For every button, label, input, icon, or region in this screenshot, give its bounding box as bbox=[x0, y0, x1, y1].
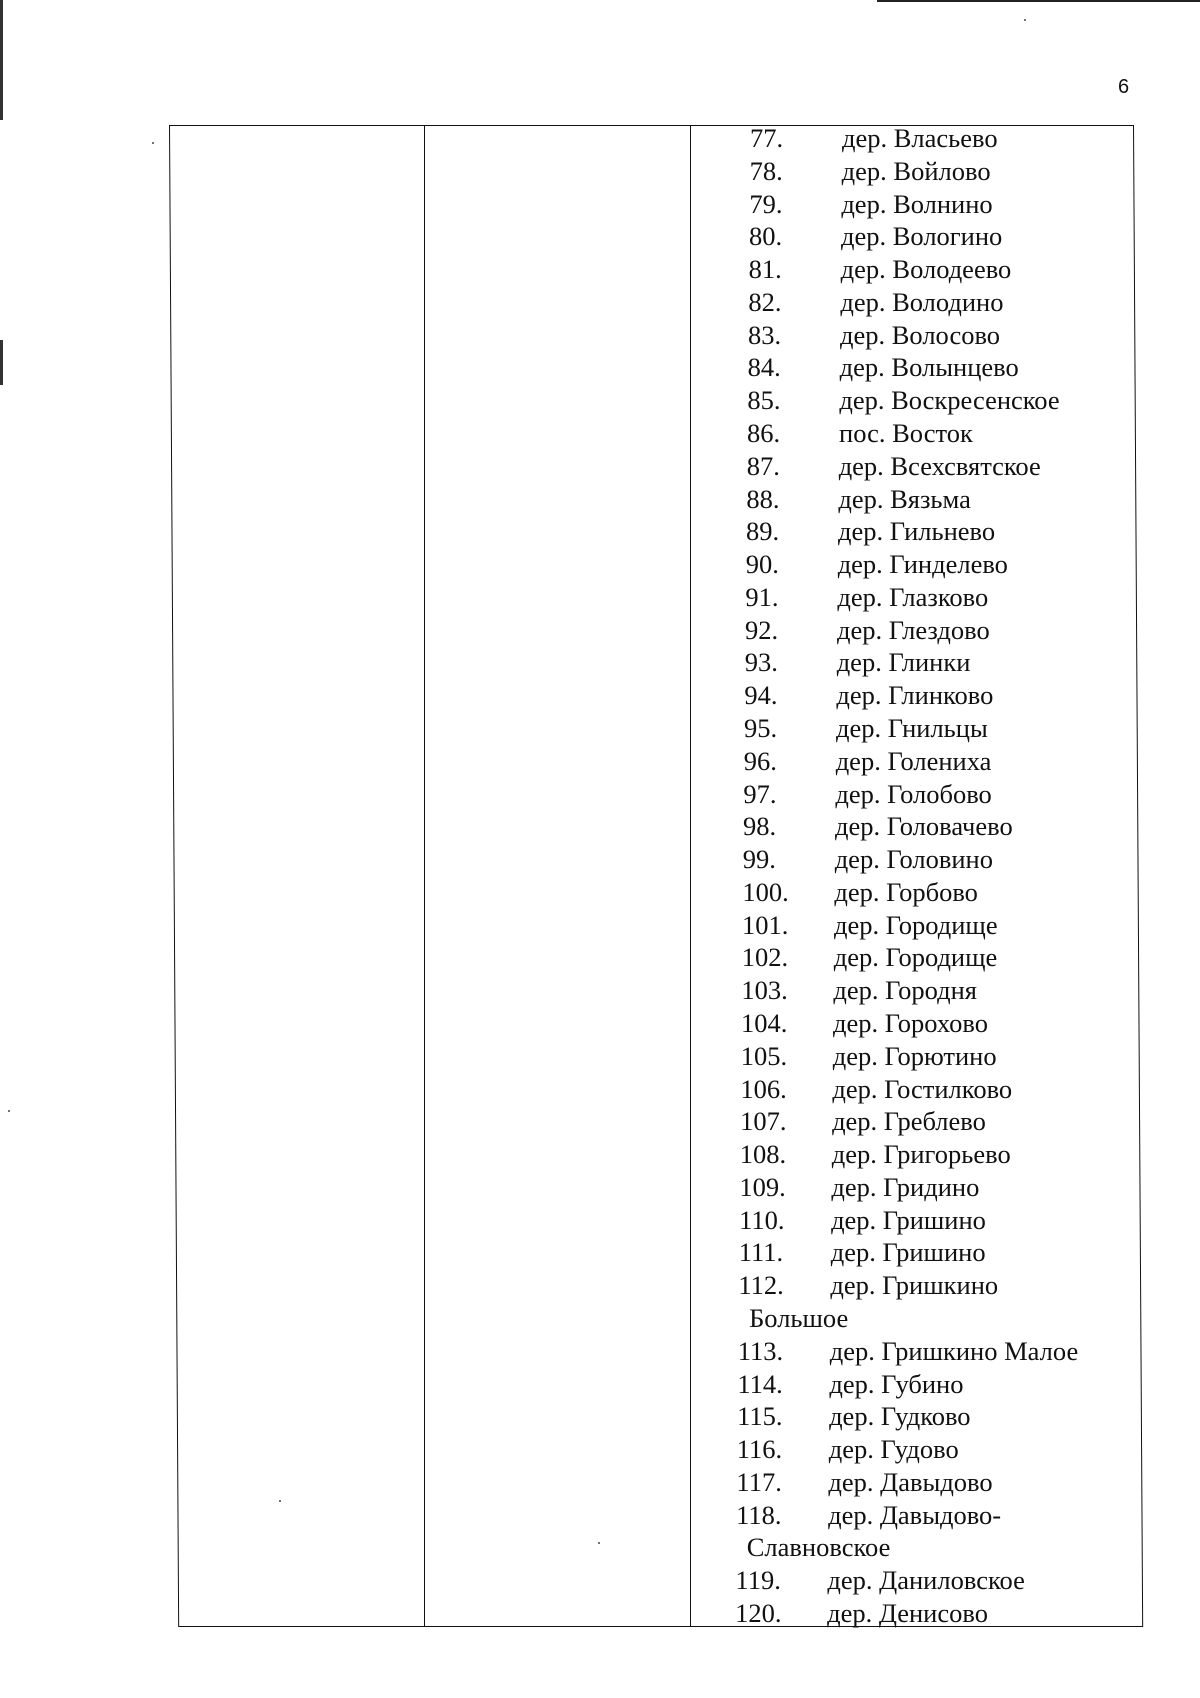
entry-name: дер. Гришино bbox=[830, 1237, 986, 1268]
entry-number: 85. bbox=[747, 385, 781, 416]
entry-name: дер. Гришино bbox=[831, 1204, 986, 1235]
scan-speck bbox=[279, 1500, 281, 1502]
entry-name: дер. Городище bbox=[833, 942, 998, 973]
entry-name: дер. Горбово bbox=[834, 876, 978, 907]
entry-number: 91. bbox=[745, 581, 779, 612]
entry-number: 94. bbox=[744, 680, 778, 711]
entry-name: дер. Гудово bbox=[828, 1434, 959, 1465]
entry-number: 78. bbox=[749, 155, 783, 186]
table-column-divider bbox=[690, 125, 691, 1627]
entry-number: 98. bbox=[743, 811, 777, 842]
entry-number: 82. bbox=[748, 286, 782, 317]
entry-number: 86. bbox=[747, 418, 781, 448]
entry-name: дер. Давыдово bbox=[828, 1466, 993, 1497]
scan-speck bbox=[152, 142, 154, 144]
entry-name: дер. Володино bbox=[840, 286, 1004, 317]
entry-name: дер. Головино bbox=[834, 844, 993, 875]
entry-name: дер. Горохово bbox=[833, 1008, 988, 1038]
entry-name-continuation: Большое bbox=[749, 1303, 849, 1333]
table-border bbox=[169, 125, 1143, 1627]
entry-number: 80. bbox=[749, 221, 783, 252]
entry-number: 107. bbox=[740, 1106, 787, 1137]
scan-speck bbox=[8, 1110, 10, 1112]
entry-number: 96. bbox=[743, 745, 777, 776]
document-table bbox=[169, 125, 1134, 1627]
entry-number: 120. bbox=[735, 1598, 782, 1628]
entry-name: дер. Городище bbox=[834, 909, 998, 940]
entry-name: дер. Головачево bbox=[835, 811, 1013, 842]
entry-name: дер. Гришкино bbox=[830, 1270, 999, 1301]
entry-number: 88. bbox=[746, 483, 780, 514]
entry-name: дер. Глазково bbox=[837, 581, 989, 612]
entry-number: 83. bbox=[748, 319, 782, 350]
left-edge-mark bbox=[0, 340, 3, 385]
entry-name-continuation: Славновское bbox=[746, 1532, 891, 1563]
entry-number: 95. bbox=[744, 713, 778, 743]
entry-number: 112. bbox=[738, 1270, 784, 1301]
entry-number: 97. bbox=[743, 778, 777, 809]
entry-name: дер. Гинделево bbox=[837, 549, 1008, 580]
entry-name: дер. Горютино bbox=[832, 1040, 997, 1071]
entry-number: 115. bbox=[737, 1401, 783, 1432]
entry-name: дер. Даниловское bbox=[827, 1565, 1025, 1596]
entry-number: 79. bbox=[749, 188, 783, 219]
entry-number: 105. bbox=[740, 1040, 788, 1071]
entry-name: дер. Волосово bbox=[840, 319, 1001, 350]
entry-number: 81. bbox=[748, 254, 782, 285]
entry-name: дер. Всехсвятское bbox=[838, 450, 1041, 481]
entry-name: дер. Голобово bbox=[835, 778, 992, 809]
entry-number: 93. bbox=[744, 647, 778, 678]
entry-name: дер. Вязьма bbox=[838, 483, 971, 514]
entry-number: 117. bbox=[736, 1466, 782, 1497]
table-column-divider bbox=[424, 125, 425, 1627]
entry-name: пос. Восток bbox=[839, 418, 973, 448]
entry-number: 118. bbox=[736, 1499, 782, 1530]
entry-number: 104. bbox=[741, 1008, 788, 1038]
entry-name: дер. Гришкино Малое bbox=[829, 1335, 1079, 1366]
entry-name: дер. Голениха bbox=[835, 745, 992, 776]
entry-name: дер. Гостилково bbox=[832, 1073, 1013, 1104]
entry-number: 77. bbox=[750, 123, 784, 153]
entry-number: 89. bbox=[746, 516, 780, 547]
entry-name: дер. Вологино bbox=[841, 221, 1003, 252]
scan-speck bbox=[598, 1542, 600, 1544]
entry-name: дер. Гильнево bbox=[838, 516, 996, 547]
scan-speck bbox=[1024, 19, 1026, 21]
entry-number: 87. bbox=[746, 450, 780, 481]
entry-number: 109. bbox=[739, 1171, 786, 1202]
entry-name: дер. Войлово bbox=[841, 155, 991, 186]
entry-name: дер. Денисово bbox=[827, 1598, 988, 1628]
entry-name: дер. Гнильцы bbox=[836, 713, 988, 743]
entry-number: 103. bbox=[741, 975, 788, 1006]
entry-name: дер. Глинки bbox=[836, 647, 971, 678]
entry-name: дер. Волнино bbox=[841, 188, 993, 219]
entry-number: 101. bbox=[742, 909, 789, 940]
entry-number: 102. bbox=[741, 942, 789, 973]
entry-name: дер. Волынцево bbox=[839, 352, 1019, 383]
entry-name: дер. Гудково bbox=[829, 1401, 971, 1432]
left-edge-mark bbox=[0, 0, 3, 120]
entry-name: дер. Гридино bbox=[831, 1171, 980, 1202]
entry-name: дер. Глездово bbox=[837, 614, 990, 645]
entry-number: 90. bbox=[745, 549, 779, 580]
entry-number: 116. bbox=[736, 1434, 783, 1465]
entry-number: 110. bbox=[739, 1204, 785, 1235]
top-edge-rule bbox=[877, 0, 1200, 2]
entry-name: дер. Городня bbox=[833, 975, 977, 1006]
entry-number: 108. bbox=[739, 1139, 787, 1170]
page-number: 6 bbox=[1118, 76, 1130, 98]
entry-name: дер. Григорьево bbox=[831, 1139, 1011, 1170]
entry-number: 111. bbox=[738, 1237, 784, 1268]
entry-name: дер. Воскресенское bbox=[839, 385, 1060, 416]
entry-number: 92. bbox=[745, 614, 779, 645]
entry-name: дер. Губино bbox=[829, 1368, 964, 1399]
entry-name: дер. Греблево bbox=[832, 1106, 986, 1137]
entry-number: 113. bbox=[737, 1335, 784, 1366]
entry-number: 106. bbox=[740, 1073, 787, 1104]
entry-number: 99. bbox=[742, 844, 776, 875]
entry-number: 100. bbox=[742, 876, 789, 907]
entry-number: 119. bbox=[735, 1565, 781, 1596]
entry-number: 114. bbox=[737, 1368, 783, 1399]
entry-name: дер. Давыдово- bbox=[828, 1499, 1002, 1530]
entry-name: дер. Власьево bbox=[842, 123, 998, 153]
entry-name: дер. Володеево bbox=[840, 254, 1012, 285]
entry-name: дер. Глинково bbox=[836, 680, 994, 711]
entry-number: 84. bbox=[747, 352, 781, 383]
